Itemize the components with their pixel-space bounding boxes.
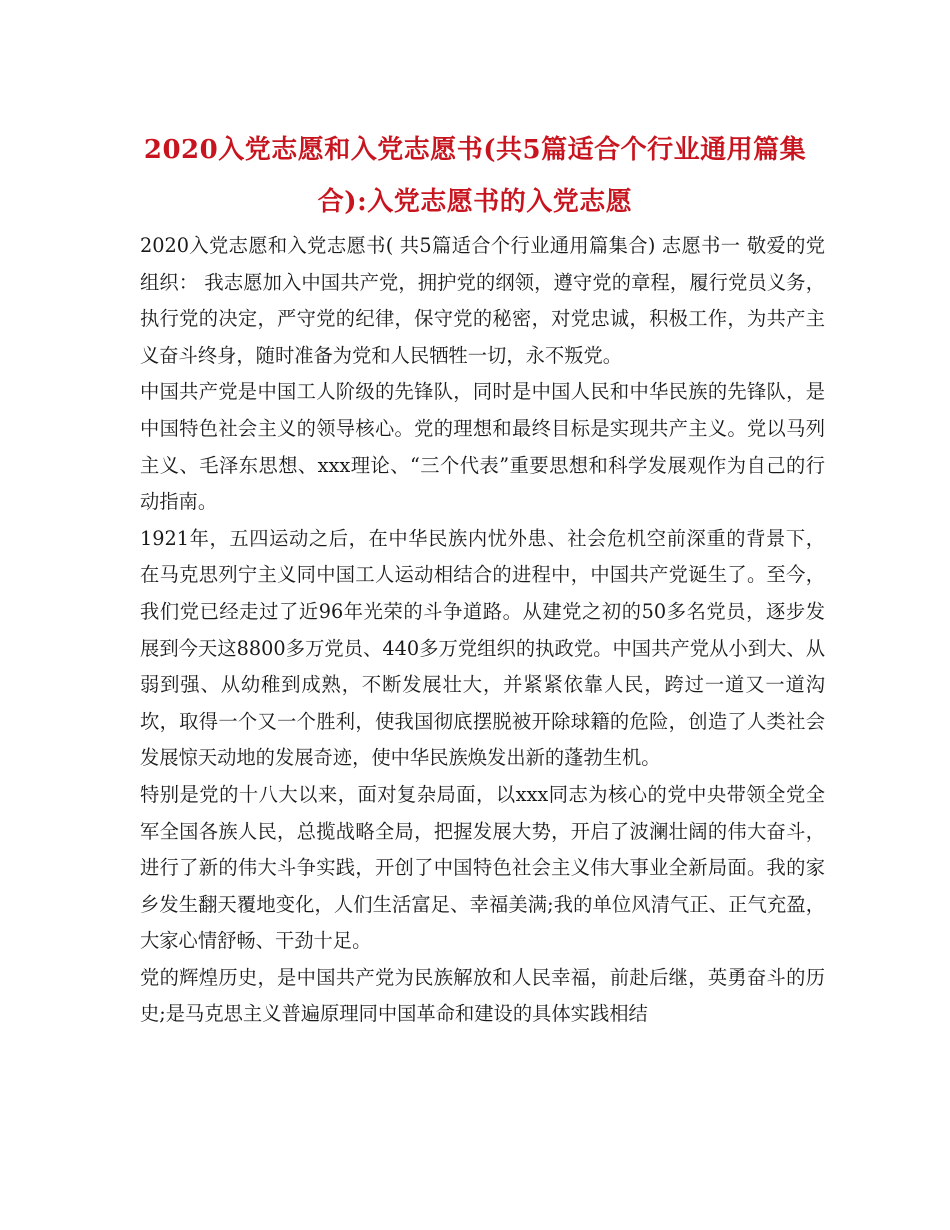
paragraph: 党的辉煌历史，是中国共产党为民族解放和人民幸福，前赴后继，英勇奋斗的历史;是马克思主义普遍原理同中国革命和建设的具体实践相结: [140, 965, 825, 1026]
document-title: 2020入党志愿和入党志愿书(共5篇适合个行业通用篇集合):入党志愿书的入党志愿: [143, 135, 807, 217]
paragraph: 中国共产党是中国工人阶级的先锋队，同时是中国人民和中华民族的先锋队，是中国特色社会主义的领导核心。党的理想和最终目标是实现共产主义。党以马列主义、毛泽东思想、xxx理论、“三个代表”重要思想和科学发展观作为自己的行动指南。: [140, 380, 825, 514]
paragraph: 特别是党的十八大以来，面对复杂局面，以xxx同志为核心的党中央带领全党全军全国各族人民，总揽战略全局，把握发展大势，开启了波澜壮阔的伟大奋斗，进行了新的伟大斗争实践，开创了中国特色社会主义伟大事业全新局面。我的家乡发生翻天覆地变化，人们生活富足、幸福美满;我的单位风清气正、正气充盈，大家心情舒畅、干劲十足。: [140, 782, 825, 953]
paragraph: 2020入党志愿和入党志愿书( 共5篇适合个行业通用篇集合) 志愿书一 敬爱的党组织： 我志愿加入中国共产党，拥护党的纲领，遵守党的章程，履行党员义务，执行党的决定，严守党的纪律，保守党的秘密，对党忠诚，积极工作，为共产主义奋斗终身，随时准备为党和人民牺牲一切，永不叛党。: [140, 234, 825, 367]
paragraph: 1921年，五四运动之后，在中华民族内忧外患、社会危机空前深重的背景下，在马克思列宁主义同中国工人运动相结合的进程中，中国共产党诞生了。至今，我们党已经走过了近96年光荣的斗争道路。从建党之初的50多名党员，逐步发展到今天这8800多万党员、440多万党组织的执政党。中国共产党从小到大、从弱到强、从幼稚到成熟，不断发展壮大，并紧紧依靠人民，跨过一道又一道沟坎，取得一个又一个胜利，使我国彻底摆脱被开除球籍的危险，创造了人类社会发展惊天动地的发展奇迹，使中华民族焕发出新的蓬勃生机。: [140, 526, 825, 770]
document-body: [140, 228, 825, 1033]
